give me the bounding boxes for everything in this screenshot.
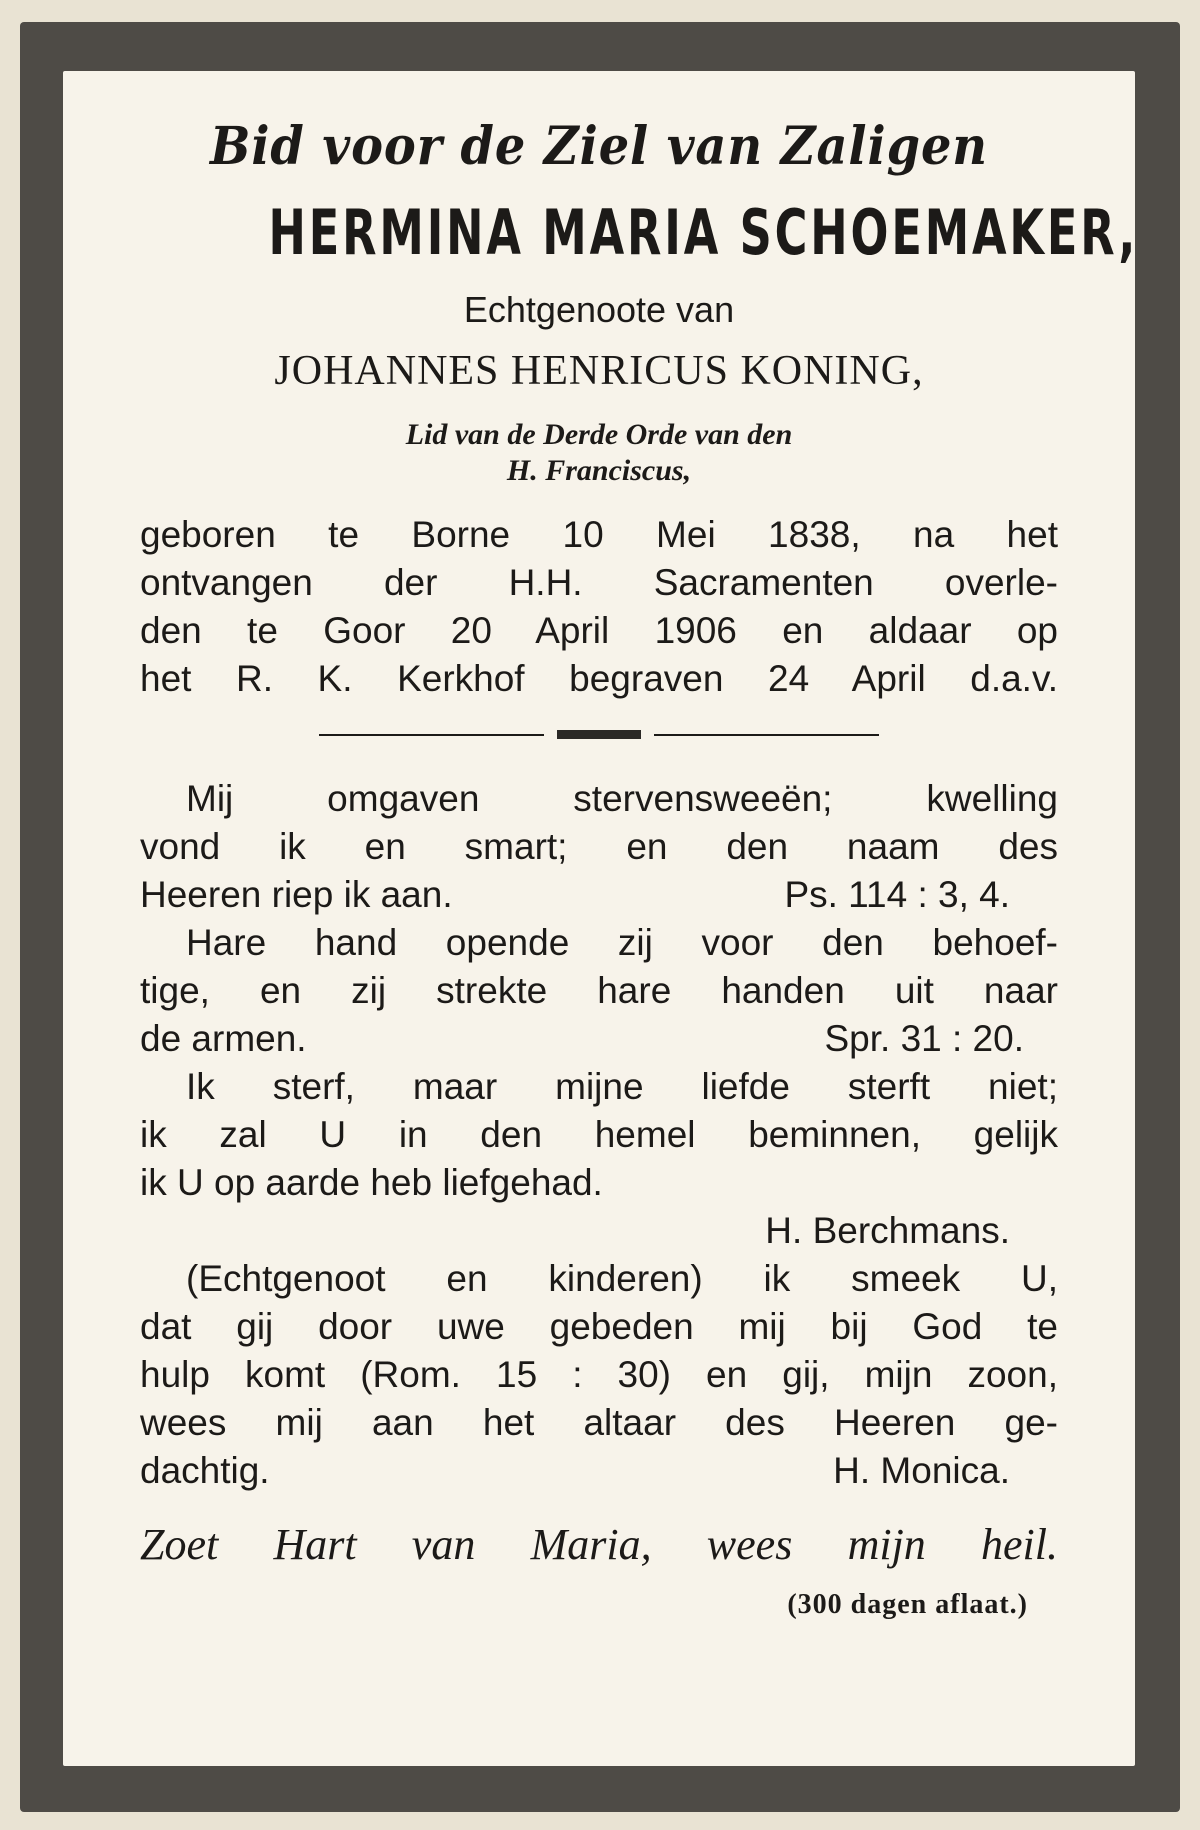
verse-line: tige, en zij strekte hare handen uit naar [140, 970, 1058, 1011]
verse-line: (Echtgenoot en kinderen) ik smeek U, [186, 1258, 1058, 1299]
verse-line [140, 871, 1058, 919]
divider-bar [557, 730, 641, 739]
verse-text: dachtig. [140, 1450, 270, 1491]
indulgence-note: (300 dagen aflaat.) [787, 1589, 1028, 1620]
verse-line: Hare hand opende zij voor den behoef- [186, 922, 1058, 963]
verse-reference: H. Monica. [833, 1450, 1010, 1491]
scripture-verses [140, 775, 1058, 1495]
verse-line: dat gij door uwe gebeden mij bij God te [140, 1306, 1058, 1347]
verse-reference: Spr. 31 : 20. [824, 1018, 1024, 1059]
biography-line: het R. K. Kerkhof begraven 24 April d.a.v. [140, 658, 1058, 699]
verse-line [140, 1447, 1058, 1495]
verse-line: wees mij aan het altaar des Heeren ge- [140, 1402, 1058, 1443]
verse-line [140, 1159, 1058, 1207]
verse-line: vond ik en smart; en den naam des [140, 826, 1058, 867]
divider-rule [654, 734, 879, 736]
verse-line: Mij omgaven stervensweeën; kwelling [186, 778, 1058, 819]
spouse-name: JOHANNES HENRICUS KONING, [274, 348, 924, 394]
biography-line: geboren te Borne 10 Mei 1838, na het [140, 514, 1058, 555]
verse-reference: H. Berchmans. [765, 1210, 1010, 1251]
order-membership-line: Lid van de Derde Orde van den [405, 418, 793, 451]
verse-text: Heeren riep ik aan. [140, 874, 453, 915]
verse-line: hulp komt (Rom. 15 : 30) en gij, mijn zoon, [140, 1354, 1058, 1395]
verse-line [140, 1015, 1058, 1063]
biography [140, 511, 1058, 703]
verse-line: Ik sterf, maar mijne liefde sterft niet; [186, 1066, 1058, 1107]
card-content [140, 115, 1139, 1623]
spouse-of-label: Echtgenoote van [463, 289, 735, 330]
verse-reference: Ps. 114 : 3, 4. [784, 874, 1010, 915]
verse-text: de armen. [140, 1018, 307, 1059]
card-heading: Bid voor de Ziel van Zaligen [209, 116, 989, 177]
biography-line: den te Goor 20 April 1906 en aldaar op [140, 610, 1058, 651]
order-membership [140, 417, 1058, 489]
ornamental-divider [319, 725, 879, 745]
verse-line: ik zal U in den hemel beminnen, gelijk [140, 1114, 1058, 1155]
biography-line: ontvangen der H.H. Sacramenten overle- [140, 562, 1058, 603]
deceased-name: HERMINA MARIA SCHOEMAKER, [268, 196, 1139, 269]
divider-rule [319, 734, 544, 736]
closing-prayer: Zoet Hart van Maria, wees mijn heil. [140, 1520, 1058, 1569]
order-membership-line: H. Franciscus, [506, 454, 692, 487]
verse-text: ik U op aarde heb liefgehad. [140, 1162, 603, 1203]
